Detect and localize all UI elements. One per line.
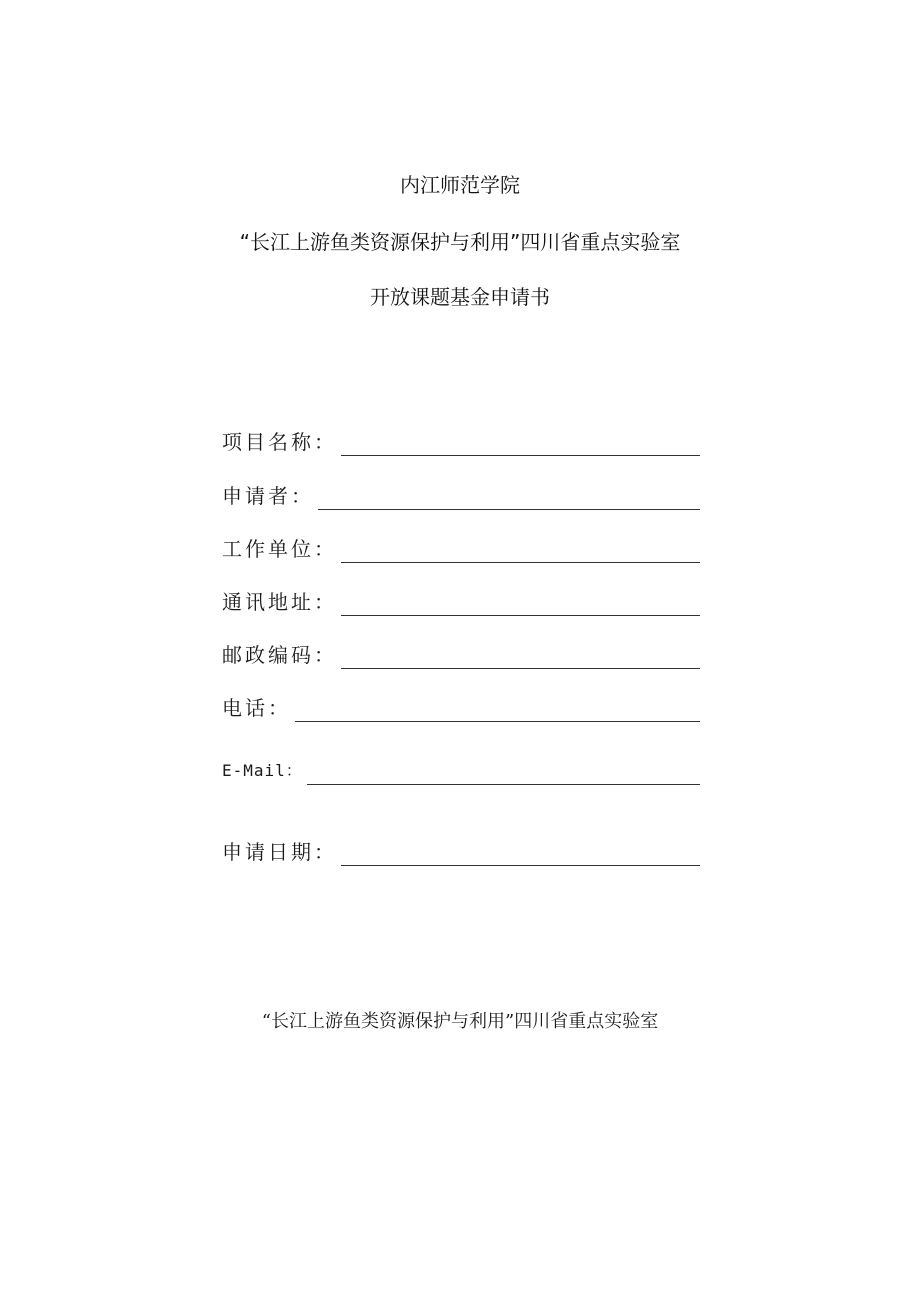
institution-title: 内江师范学院	[400, 173, 520, 197]
laboratory-title: “长江上游鱼类资源保护与利用”四川省重点实验室	[239, 230, 681, 254]
field-label: 申请日期：	[222, 840, 337, 864]
blank-line	[307, 760, 700, 785]
blank-line	[341, 644, 700, 669]
field-applicant	[222, 480, 700, 510]
field-label: E-Mail：	[222, 761, 303, 780]
blank-line	[341, 841, 700, 866]
field-phone	[222, 692, 700, 722]
field-label: 工作单位：	[222, 537, 337, 561]
field-label: 项目名称：	[222, 430, 337, 454]
field-application-date	[222, 836, 700, 866]
blank-line	[295, 697, 700, 722]
blank-line	[341, 591, 700, 616]
field-postal-code	[222, 639, 700, 669]
field-project-name	[222, 426, 700, 456]
field-mailing-address	[222, 586, 700, 616]
field-label: 邮政编码：	[222, 643, 337, 667]
blank-line	[341, 431, 700, 456]
field-email	[222, 755, 700, 785]
field-label: 通讯地址：	[222, 590, 337, 614]
field-label: 电话：	[222, 696, 291, 720]
footer-laboratory: “长江上游鱼类资源保护与利用”四川省重点实验室	[261, 1011, 659, 1032]
document-title: 开放课题基金申请书	[370, 285, 550, 309]
field-label: 申请者：	[222, 484, 314, 508]
field-work-unit	[222, 533, 700, 563]
blank-line	[318, 485, 700, 510]
blank-line	[341, 538, 700, 563]
